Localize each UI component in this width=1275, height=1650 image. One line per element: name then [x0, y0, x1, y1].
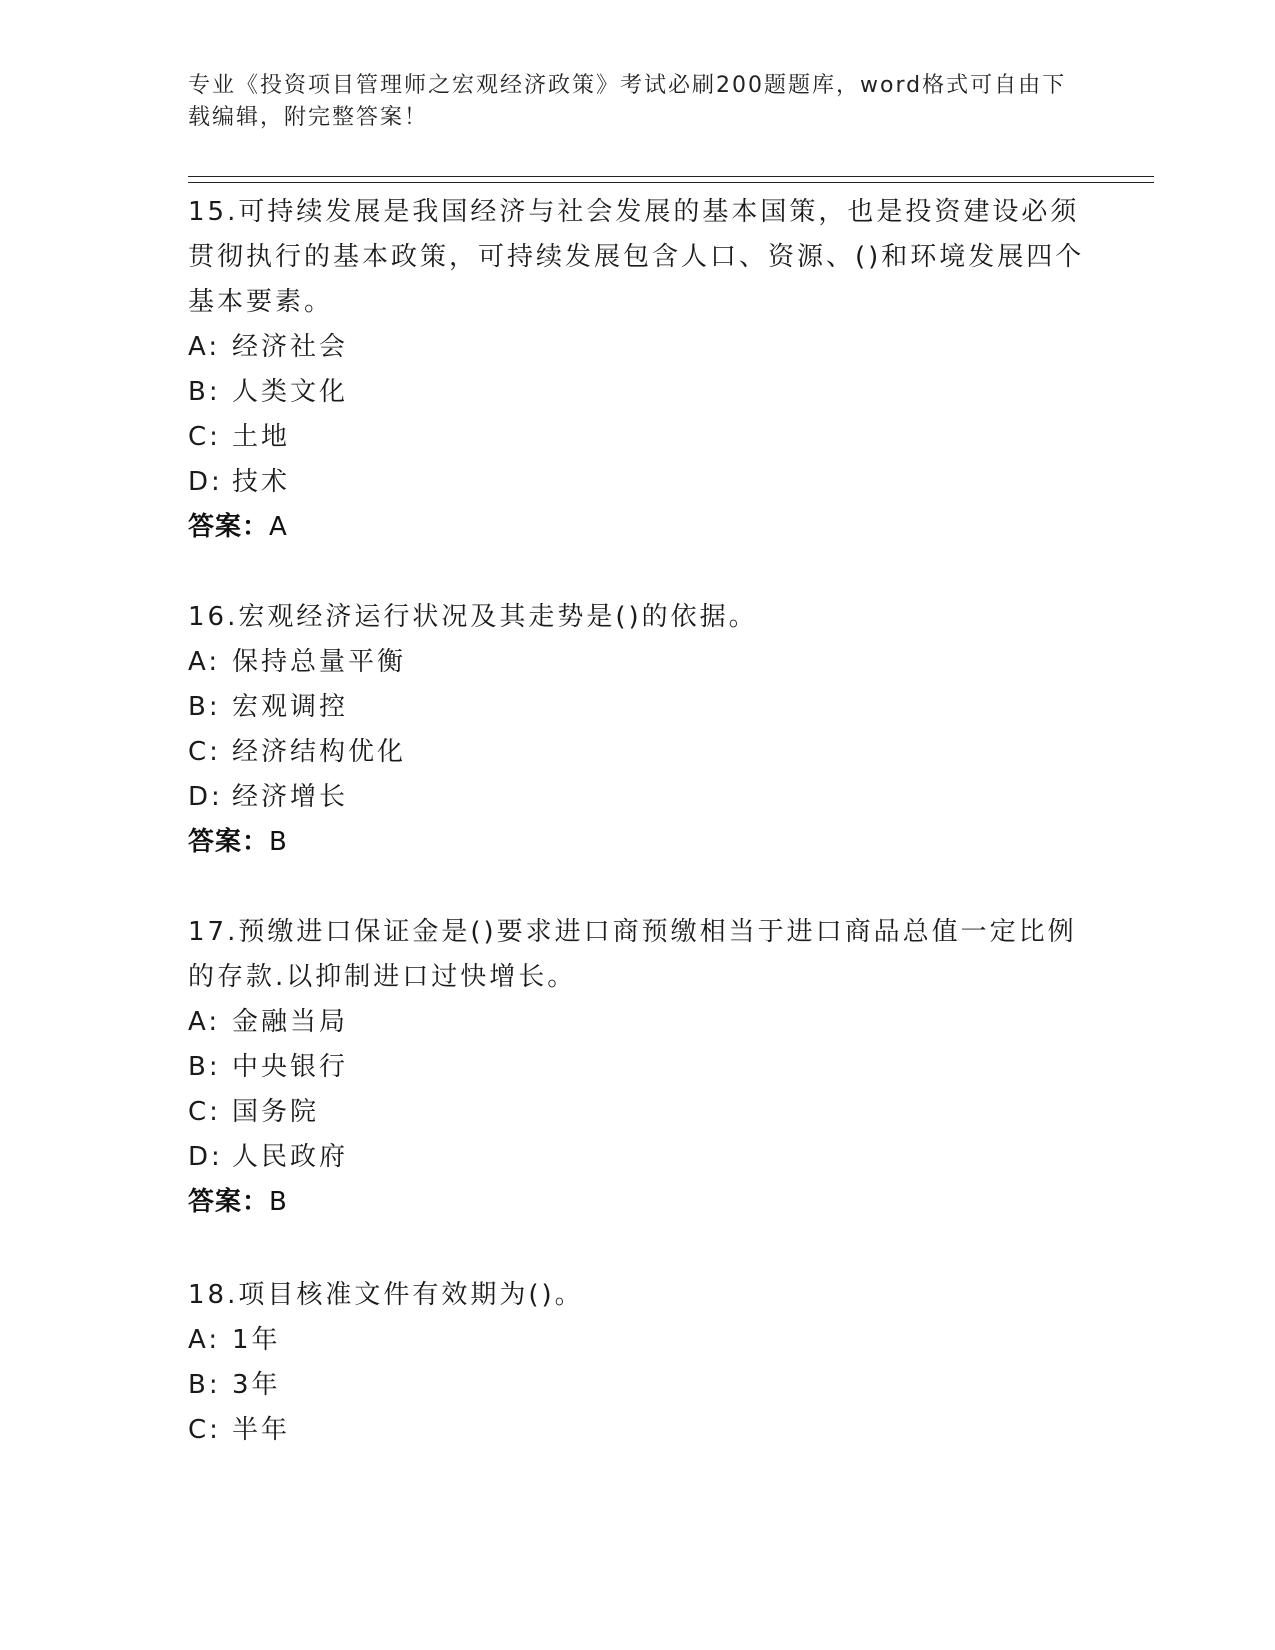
- option-text: 中央银行: [232, 1052, 349, 1082]
- answer-line: [188, 1180, 1088, 1225]
- option-key: C:: [188, 737, 221, 767]
- question-stem: 16.宏观经济运行状况及其走势是()的依据。: [188, 602, 758, 632]
- option-text: 人类文化: [232, 377, 349, 407]
- option-b: [188, 685, 1088, 730]
- option-key: B:: [188, 377, 221, 407]
- option-b: [188, 1045, 1088, 1090]
- option-c: [188, 730, 1088, 775]
- option-text: 技术: [232, 467, 291, 497]
- question-stem: 17.预缴进口保证金是()要求进口商预缴相当于进口商品总值一定比例的存款.以抑制进口过快增长。: [188, 917, 1077, 992]
- option-key: D:: [188, 782, 223, 812]
- option-text: 保持总量平衡: [232, 647, 407, 677]
- option-key: D:: [188, 1142, 223, 1172]
- option-key: B:: [188, 692, 221, 722]
- answer-label: 答案：: [188, 1187, 270, 1217]
- option-key: A:: [188, 332, 221, 362]
- option-c: [188, 1408, 1088, 1453]
- option-key: A:: [188, 1007, 221, 1037]
- header-rule-top: [188, 176, 1154, 177]
- option-d: [188, 1135, 1088, 1180]
- option-a: [188, 1318, 1088, 1363]
- document-header: 专业《投资项目管理师之宏观经济政策》考试必刷200题题库，word格式可自由下载编辑，附完整答案！: [188, 73, 1067, 130]
- option-a: [188, 1000, 1088, 1045]
- answer-label: 答案：: [188, 827, 270, 857]
- option-key: B:: [188, 1052, 221, 1082]
- option-text: 人民政府: [232, 1142, 349, 1172]
- option-key: C:: [188, 1415, 221, 1445]
- option-text: 土地: [232, 422, 291, 452]
- option-a: [188, 325, 1088, 370]
- answer-value: B: [269, 827, 288, 857]
- option-key: B:: [188, 1370, 221, 1400]
- question-stem: 18.项目核准文件有效期为()。: [188, 1280, 584, 1310]
- answer-line: [188, 505, 1088, 550]
- option-key: C:: [188, 1097, 221, 1127]
- question-16: [188, 595, 1088, 865]
- option-text: 金融当局: [232, 1007, 349, 1037]
- option-text: 经济结构优化: [232, 737, 407, 767]
- answer-value: A: [269, 512, 288, 542]
- option-key: D:: [188, 467, 223, 497]
- option-text: 3年: [232, 1370, 281, 1400]
- option-text: 1年: [232, 1325, 281, 1355]
- question-stem: 15.可持续发展是我国经济与社会发展的基本国策，也是投资建设必须贯彻执行的基本政策，可持续发展包含人口、资源、()和环境发展四个基本要素。: [188, 197, 1085, 317]
- option-d: [188, 775, 1088, 820]
- option-b: [188, 1363, 1088, 1408]
- header-rule-bottom: [188, 182, 1154, 183]
- option-text: 国务院: [232, 1097, 320, 1127]
- option-a: [188, 640, 1088, 685]
- option-key: A:: [188, 1325, 221, 1355]
- option-text: 经济增长: [232, 782, 349, 812]
- option-text: 宏观调控: [232, 692, 349, 722]
- option-key: C:: [188, 422, 221, 452]
- question-17: [188, 910, 1088, 1225]
- option-c: [188, 415, 1088, 460]
- option-text: 经济社会: [232, 332, 349, 362]
- option-text: 半年: [232, 1415, 291, 1445]
- option-d: [188, 460, 1088, 505]
- question-15: [188, 190, 1088, 550]
- option-c: [188, 1090, 1088, 1135]
- answer-label: 答案：: [188, 512, 270, 542]
- answer-line: [188, 820, 1088, 865]
- option-key: A:: [188, 647, 221, 677]
- question-18: [188, 1273, 1088, 1453]
- answer-value: B: [269, 1187, 288, 1217]
- option-b: [188, 370, 1088, 415]
